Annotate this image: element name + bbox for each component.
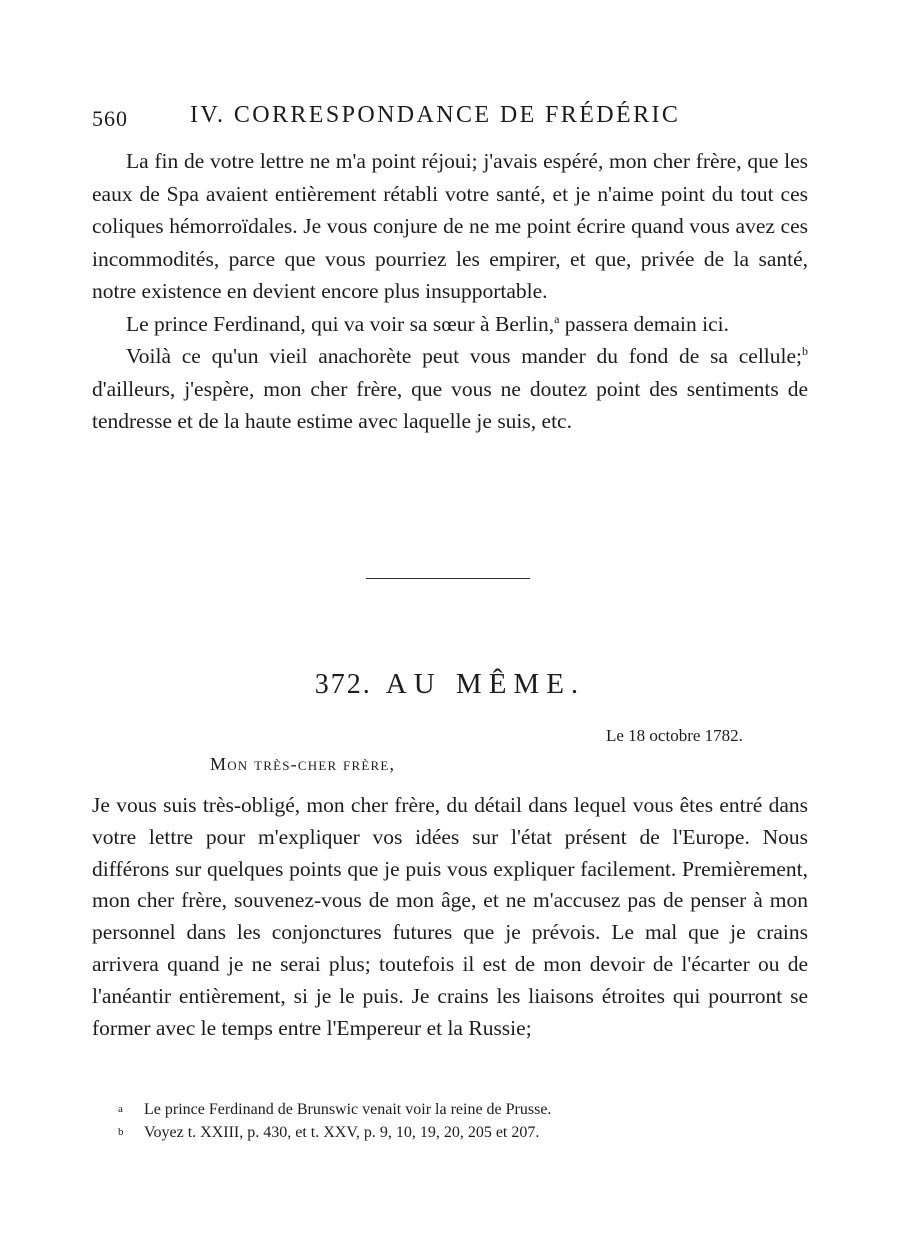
paragraph-text: Voilà ce qu'un vieil anachorète peut vous mander du fond de sa cellule; xyxy=(126,344,802,368)
letter-date: Le 18 octobre 1782. xyxy=(606,726,743,745)
paragraph-text: Le prince Ferdinand, qui va voir sa sœur à Berlin, xyxy=(126,311,555,336)
paragraph: Je vous suis très-obligé, mon cher frère, du détail dans lequel vous êtes entré dans votre lettre pour m'expliquer vos idées sur l'état présent de l'Europe. Nous différons sur quelques points que je puis vous expliquer facilement. Premièrement, mon cher frère, souvenez-vous de mon âge, et ne m'accusez pas de penser à mon personnel dans les conjonctures futures que je prévois. Le mal que je crains arrivera quand je ne serai plus; toutefois il est de mon devoir de l'écarter ou de l'anéantir entièrement, si je le puis. Je crains les liaisons étroites qui pourront se former avec le temps entre l'Empereur et la Russie; xyxy=(92,793,808,1040)
footnote xyxy=(118,1098,808,1121)
running-head xyxy=(92,100,812,136)
footnote-text: Voyez t. XXIII, p. 430, et t. XXV, p. 9, 10, 19, 20, 205 et 207. xyxy=(144,1124,540,1141)
letter-371-text xyxy=(92,145,808,438)
salutation: Mon très-cher frère, xyxy=(210,754,396,774)
footnote-mark: b xyxy=(118,1126,124,1138)
paragraph xyxy=(92,340,808,438)
running-title: IV. CORRESPONDANCE DE FRÉDÉRIC xyxy=(190,102,681,128)
footnote-ref-a: a xyxy=(554,311,560,326)
paragraph-text: passera demain ici. xyxy=(559,311,729,336)
footnotes xyxy=(118,1098,808,1144)
section-divider xyxy=(366,578,530,579)
letter-title: AU MÊME. xyxy=(385,668,586,700)
paragraph-text: d'ailleurs, j'espère, mon cher frère, que vous ne doutez point des sentiments de tendresse et de la haute estime avec laquelle je suis, etc. xyxy=(92,376,808,433)
footnote xyxy=(118,1121,808,1144)
footnote-ref-b: b xyxy=(802,344,808,358)
footnote-text: Le prince Ferdinand de Brunswic venait voir la reine de Prusse. xyxy=(144,1101,552,1118)
letter-heading xyxy=(0,668,900,701)
paragraph xyxy=(92,308,808,341)
paragraph: La fin de votre lettre ne m'a point réjoui; j'avais espéré, mon cher frère, que les eaux de Spa avaient entièrement rétabli votre santé, et je n'aime point du tout ces coliques hémorroïdales. Je vous conjure de ne me point écrire quand vous avez ces incommodités, parce que vous pourriez les empirer, et que, privée de la santé, notre existence en devient encore plus insupportable. xyxy=(92,149,808,303)
letter-372-text xyxy=(92,790,808,1044)
footnote-mark: a xyxy=(118,1103,123,1115)
letter-number: 372. xyxy=(314,669,372,700)
page-number: 560 xyxy=(92,106,128,131)
